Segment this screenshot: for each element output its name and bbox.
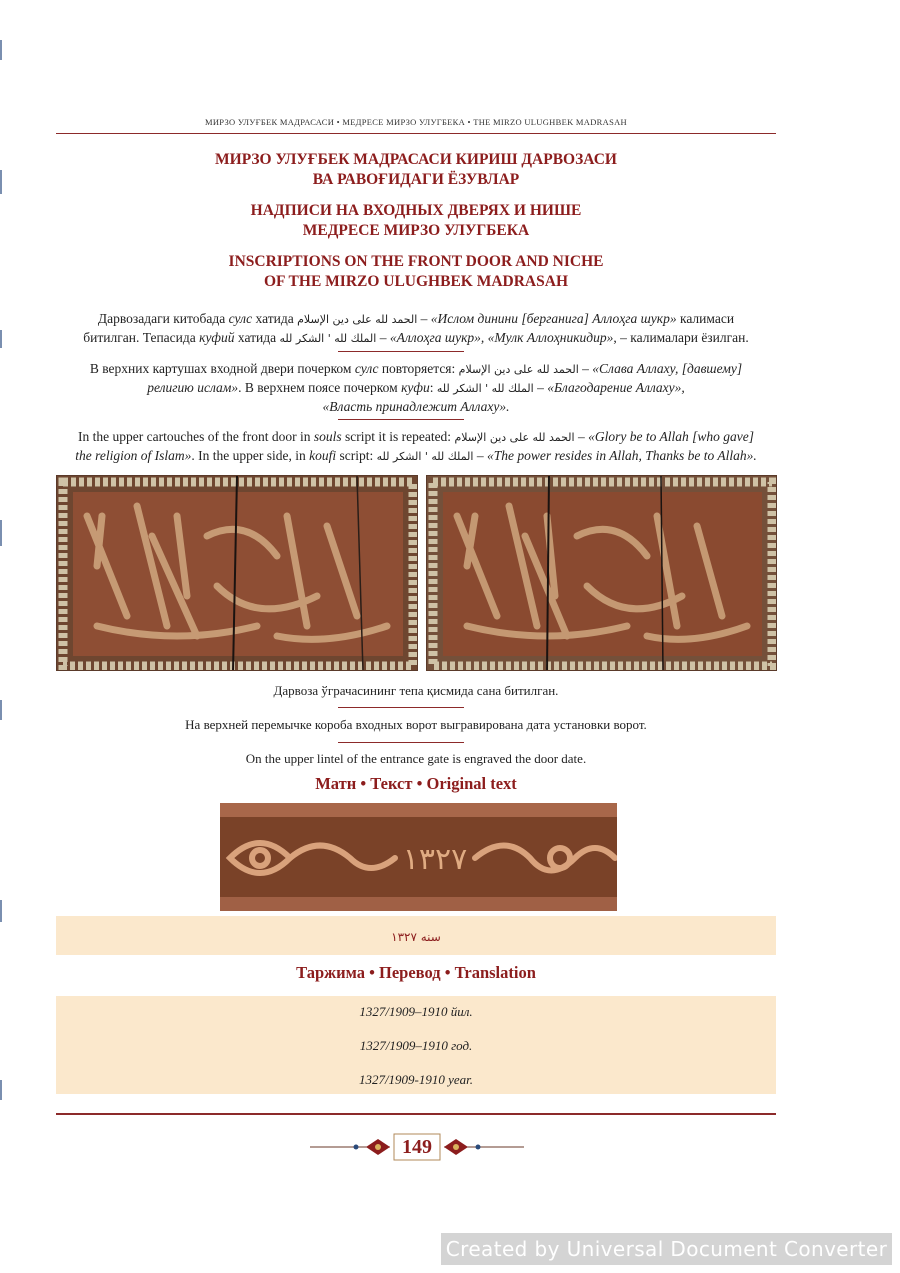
title-en-line-2: OF THE MIRZO ULUGHBEK MADRASAH — [264, 273, 568, 290]
lintel-photo — [220, 803, 617, 911]
translation-russian: 1327/1909–1910 год. — [359, 1038, 473, 1053]
dash: – — [473, 448, 487, 463]
page-number: 149 — [402, 1136, 432, 1158]
caption-russian: На верхней перемычке короба входных ворот выгравирована дата установки ворот. — [185, 717, 647, 732]
text: script it is repeated: — [341, 429, 455, 444]
footer-rule — [56, 1113, 776, 1115]
separator-rule — [338, 351, 464, 352]
title-english — [56, 252, 776, 292]
arabic-date: سنه ۱۳۲۷ — [391, 930, 441, 944]
script-name: сулс — [228, 311, 253, 326]
caption-uzbek: Дарвоза ўграчасининг тепа қисмида сана битилган. — [273, 683, 559, 698]
quote: «The power resides in Allah, Thanks be to Allah». — [486, 448, 757, 463]
dash: – — [574, 429, 589, 444]
paragraph-en-line-2 — [56, 447, 776, 466]
running-head: МИРЗО УЛУҒБЕК МАДРАСАСИ • МЕДРЕСЕ МИРЗО УЛУГБЕКА • THE MIRZO ULUGHBEK MADRASAH — [205, 117, 627, 127]
text: In the upper cartouches of the front door in — [78, 429, 314, 444]
original-text-arabic — [56, 929, 776, 945]
paragraph-ru-line-1 — [56, 360, 776, 379]
text: Дарвозадаги китобада — [97, 311, 229, 326]
page-number-ornament — [310, 1133, 524, 1161]
text: хатида — [234, 330, 280, 345]
quote: «Ислом динини [берганига] Аллоҳга шукр» — [430, 311, 677, 326]
arabic-text: الملك لله ' الشكر لله — [279, 332, 377, 345]
text: script: — [336, 448, 377, 463]
title-ru-line-2: МЕДРЕСЕ МИРЗО УЛУГБЕКА — [302, 222, 530, 239]
title-russian — [56, 201, 776, 241]
text: , – калималари ёзилган. — [613, 330, 749, 345]
separator-rule — [338, 419, 464, 420]
quote: the religion of Islam» — [75, 448, 192, 463]
title-uz-line-1: МИРЗО УЛУҒБЕК МАДРАСАСИ КИРИШ ДАРВОЗАСИ — [215, 151, 617, 168]
original-text-band — [56, 916, 776, 955]
converter-watermark: Created by Universal Document Converter — [441, 1233, 892, 1265]
script-name: куфи — [401, 380, 430, 395]
header-rule — [56, 133, 776, 134]
translation-uzbek: 1327/1909–1910 йил. — [359, 1004, 473, 1019]
translation-heading: Таржима • Перевод • Translation — [296, 963, 536, 982]
dash: – — [578, 361, 593, 376]
engraved-date: ١٣٢٧ — [402, 842, 468, 877]
text: . In the upper side, in — [191, 448, 310, 463]
dash: – — [417, 311, 431, 326]
script-name: koufi — [309, 448, 337, 463]
text: калимаси — [676, 311, 735, 326]
dash: – — [533, 380, 548, 395]
title-ru-line-1: НАДПИСИ НА ВХОДНЫХ ДВЕРЯХ И НИШЕ — [250, 202, 582, 219]
door-panel-photo-right — [426, 475, 777, 671]
caption-english: On the upper lintel of the entrance gate is engraved the door date. — [245, 751, 587, 766]
arabic-text: الملك لله ' الشكر لله — [436, 382, 534, 395]
paragraph-english — [56, 428, 776, 466]
paragraph-en-line-1 — [56, 428, 776, 447]
script-name: сулс — [354, 361, 379, 376]
text: битилган. Тепасида — [83, 330, 200, 345]
paragraph-russian — [56, 360, 776, 416]
text: В верхних картушах входной двери почерком — [89, 361, 355, 376]
arabic-text: الحمد لله على دين الإسلام — [458, 363, 579, 376]
script-name: souls — [313, 429, 342, 444]
door-panel-photo-left — [56, 475, 418, 671]
text: . В верхнем поясе почерком — [238, 380, 402, 395]
arabic-text: الحمد لله على دين الإسلام — [297, 313, 418, 326]
original-text-heading: Матн • Текст • Original text — [315, 774, 517, 793]
title-uzbek — [56, 150, 776, 190]
paragraph-uz-line-1 — [56, 310, 776, 329]
quote: религию ислам» — [147, 380, 239, 395]
translation-band — [56, 996, 776, 1094]
quote: «Аллоҳга шукр», «Мулк Аллоҳникидир» — [389, 330, 614, 345]
separator-rule — [338, 707, 464, 708]
title-en-line-1: INSCRIPTIONS ON THE FRONT DOOR AND NICHE — [228, 253, 604, 270]
text: повторяется: — [378, 361, 459, 376]
separator-rule — [338, 742, 464, 743]
paragraph-uz-line-2 — [56, 329, 776, 348]
quote: «Власть принадлежит Аллаху». — [322, 399, 510, 414]
paragraph-ru-line-3 — [56, 398, 776, 416]
dash: – — [376, 330, 390, 345]
quote: «Слава Аллаху, [давшему] — [592, 361, 743, 376]
quote: «Glory be to Allah [who gave] — [588, 429, 754, 444]
text: хатида — [252, 311, 298, 326]
paragraph-ru-line-2 — [56, 379, 776, 398]
page-edge-marks — [0, 0, 3, 1273]
script-name: куфий — [199, 330, 235, 345]
translation-english: 1327/1909-1910 year. — [358, 1072, 474, 1087]
arabic-text: الملك لله ' الشكر لله — [376, 450, 474, 463]
paragraph-uzbek — [56, 310, 776, 348]
arabic-text: الحمد لله على دين الإسلام — [454, 431, 575, 444]
quote: «Благодарение Аллаху», — [547, 380, 685, 395]
text: : — [429, 380, 437, 395]
title-uz-line-2: ВА РАВОҒИДАГИ ЁЗУВЛАР — [312, 171, 520, 188]
